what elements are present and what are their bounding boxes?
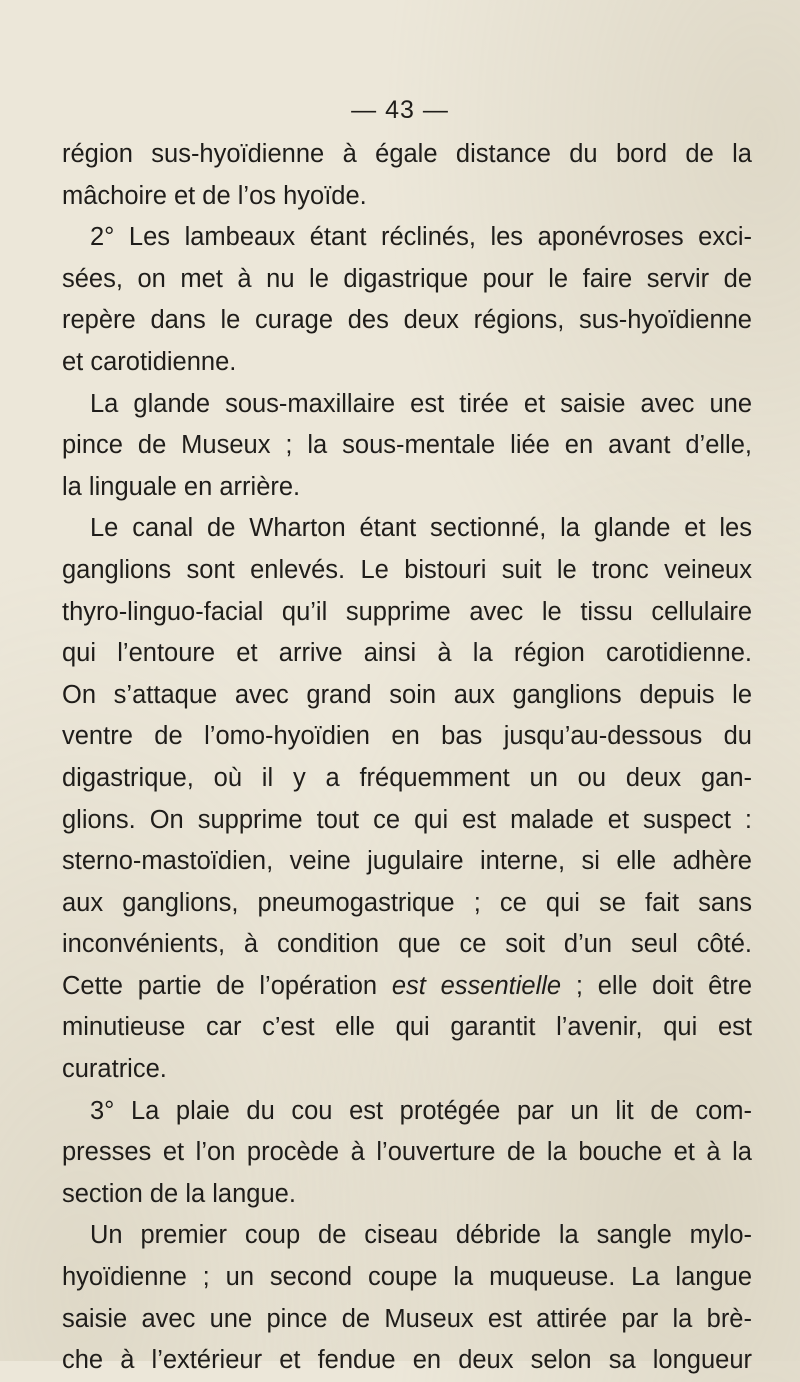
italic-emphasis: est essentielle [391,971,562,1000]
text-line: sterno-mastoïdien, veine jugulaire interne, si elle adhère [62,847,752,876]
text-line: glions. On supprime tout ce qui est malade et suspect : [62,805,752,834]
text-line: sées, on met à nu le digastrique pour le faire servir de [62,264,752,293]
text-line: inconvénients, à condition que ce soit d’un seul côté. [62,930,752,959]
text-line: la linguale en arrière. [62,472,301,501]
text-line: digastrique, où il y a fréquemment un ou deux gan- [62,763,752,792]
text-segment: ; elle doit être [561,971,753,1000]
text-line: che à l’extérieur et fendue en deux selon sa longueur [62,1346,752,1375]
text-line: Un premier coup de ciseau débride la sangle mylo- [90,1221,752,1250]
text-line: Le canal de Wharton étant sectionné, la glande et les [90,514,752,543]
text-segment: Cette partie de l’opération [62,971,392,1000]
text-line: On s’attaque avec grand soin aux ganglions depuis le [62,680,752,709]
page-number: — 43 — [351,96,449,124]
text-line: section de la langue. [62,1179,296,1208]
text-line: 3° La plaie du cou est protégée par un lit de com- [90,1096,752,1125]
text-line: qui l’entoure et arrive ainsi à la région carotidienne. [62,639,752,668]
text-line: presses et l’on procède à l’ouverture de la bouche et à la [62,1138,752,1167]
body-text [62,134,752,1382]
text-line: La glande sous-maxillaire est tirée et saisie avec une [90,389,752,418]
text-line: région sus-hyoïdienne à égale distance du bord de la [62,140,752,168]
text-line: curatrice. [62,1055,167,1084]
text-line: et carotidienne. [62,347,237,376]
text-line: 2° Les lambeaux étant réclinés, les aponévroses exci- [90,223,752,252]
text-line: pince de Museux ; la sous-mentale liée en avant d’elle, [62,431,752,460]
text-line: minutieuse car c’est elle qui garantit l’avenir, qui est [62,1013,752,1042]
text-line: aux ganglions, pneumogastrique ; ce qui se fait sans [62,888,752,917]
text-line: thyro-linguo-facial qu’il supprime avec le tissu cellulaire [62,597,752,626]
text-line: saisie avec une pince de Museux est attirée par la brè- [62,1304,752,1333]
text-line: mâchoire et de l’os hyoïde. [62,181,367,210]
text-line: ganglions sont enlevés. Le bistouri suit le tronc veineux [62,555,752,584]
text-line-with-italic [62,966,752,1008]
text-line: hyoïdienne ; un second coupe la muqueuse. La langue [62,1263,752,1292]
text-line: ventre de l’omo-hyoïdien en bas jusqu’au-dessous du [62,722,752,751]
text-line: repère dans le curage des deux régions, sus-hyoïdienne [62,306,752,335]
